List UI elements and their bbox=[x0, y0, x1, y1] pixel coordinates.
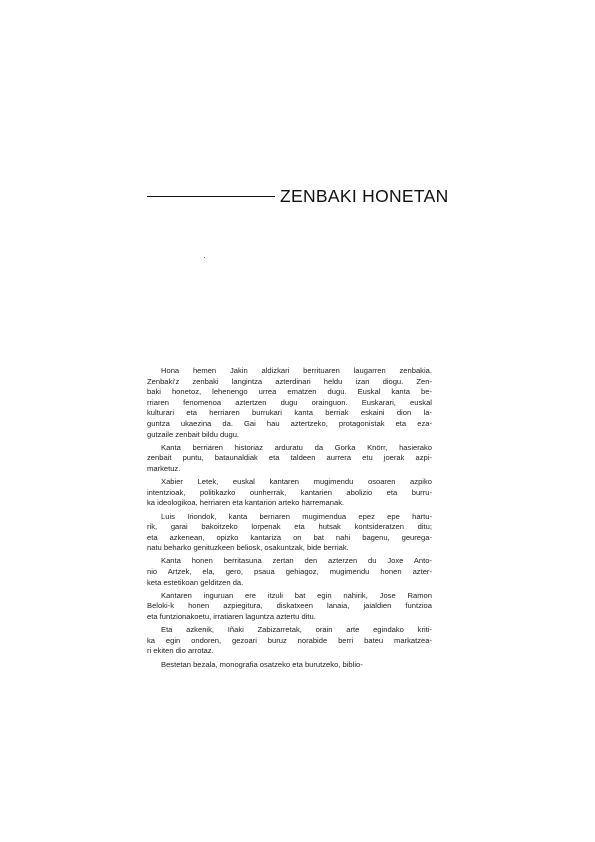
paragraph-line: ka ideologikoa, herriaren eta kantarion arteko harremanak. bbox=[147, 498, 345, 508]
paragraph-line: gutzaile zenbait bildu dugu. bbox=[147, 429, 240, 439]
paragraph-line: kulturari eta herriaren burrukari kanta berriak eskaini dion la- bbox=[147, 408, 432, 418]
article-paragraph bbox=[147, 477, 432, 509]
paragraph-line: baki honetoz, lehenengo urrea ematzen dugu. Euskal kanta be- bbox=[147, 387, 432, 397]
paragraph-line: marketuz. bbox=[147, 463, 181, 473]
article-paragraph bbox=[147, 443, 432, 475]
paragraph-line: Kanta honen berritasuna zertan den azterzen du Joxe Anto- bbox=[161, 556, 432, 566]
paragraph-line: zenbait puntu, bataunaldiak eta taldeen aurrera etu joerak azpi- bbox=[147, 453, 432, 463]
paragraph-line: Zenbaki'z zenbaki langintza azterdinari heldu izan diogu. Zen- bbox=[147, 376, 432, 386]
article-paragraph bbox=[147, 366, 432, 440]
page-title: ZENBAKI HONETAN bbox=[280, 186, 449, 206]
paragraph-line: guntza ukaezina da. Gai hau aztertzeko, protagonistak eta eza- bbox=[147, 418, 432, 428]
article-paragraph bbox=[147, 556, 432, 588]
paragraph-line: ri ekiten dio arrotaz. bbox=[147, 646, 214, 656]
article-paragraph bbox=[147, 660, 432, 671]
article-paragraph bbox=[147, 512, 432, 554]
paragraph-line: eta funtzionakoetu, irratiaren laguntza aztertu ditu. bbox=[147, 612, 316, 622]
paragraph-line: nio Artzek, ela, gero, psaua gehiagoz, mugimendu honen azter- bbox=[147, 567, 432, 577]
paragraph-line: rik, garai bakoitzeko lorpenak eta hutsak kontsideratzen ditu; bbox=[147, 522, 432, 532]
paragraph-line: Luis Iriondok, kanta berriaren mugimendua epez epe hartu- bbox=[161, 511, 432, 521]
scan-speck bbox=[204, 257, 205, 258]
paragraph-line: Beloki-k honen azpiegitura, diskatxeen lanaia, jaialdien funtzioa bbox=[147, 601, 432, 611]
article-paragraph bbox=[147, 625, 432, 657]
article-body bbox=[147, 366, 432, 670]
article-paragraph bbox=[147, 591, 432, 623]
paragraph-line: Xabier Letek, euskal kantaren mugimendu osoaren azpiko bbox=[161, 477, 432, 487]
paragraph-line: Bestetan bezala, monografia osatzeko eta burutzeko, biblio- bbox=[161, 659, 363, 669]
paragraph-line: Kantaren inguruan ere itzuli bat egin nahirik, Jose Ramon bbox=[161, 590, 432, 600]
header-rule bbox=[147, 196, 275, 197]
paragraph-line: Eta azkenik, Iñaki Zabizarretak, orain arte egindako kriti- bbox=[161, 625, 432, 635]
paragraph-line: rriaren fenomenoa aztertzen dugu orainguon. Euskarari, euskal bbox=[147, 397, 432, 407]
paragraph-line: Kanta berriaren historiaz arduratu da Gorka Knörr, hasierako bbox=[161, 442, 432, 452]
paragraph-line: eta azkenean, opizko kantariza on bat nahi bagenu, geurega- bbox=[147, 532, 432, 542]
paragraph-line: intentzioak, politikazko ounherrak, kantarien abolizio eta burru- bbox=[147, 487, 432, 497]
paragraph-line: ka egin ondoren, gezoari buruz norabide berri bateu markatzea- bbox=[147, 635, 432, 645]
paragraph-line: natu beharko genituzkeen beliosk, osakuntzak, bide berriak. bbox=[147, 543, 349, 553]
paragraph-line: keta estetikoan gelditzen da. bbox=[147, 577, 244, 587]
paragraph-line: Hona hemen Jakin aldizkari berrituaren laugarren zenbakia. bbox=[161, 366, 432, 375]
